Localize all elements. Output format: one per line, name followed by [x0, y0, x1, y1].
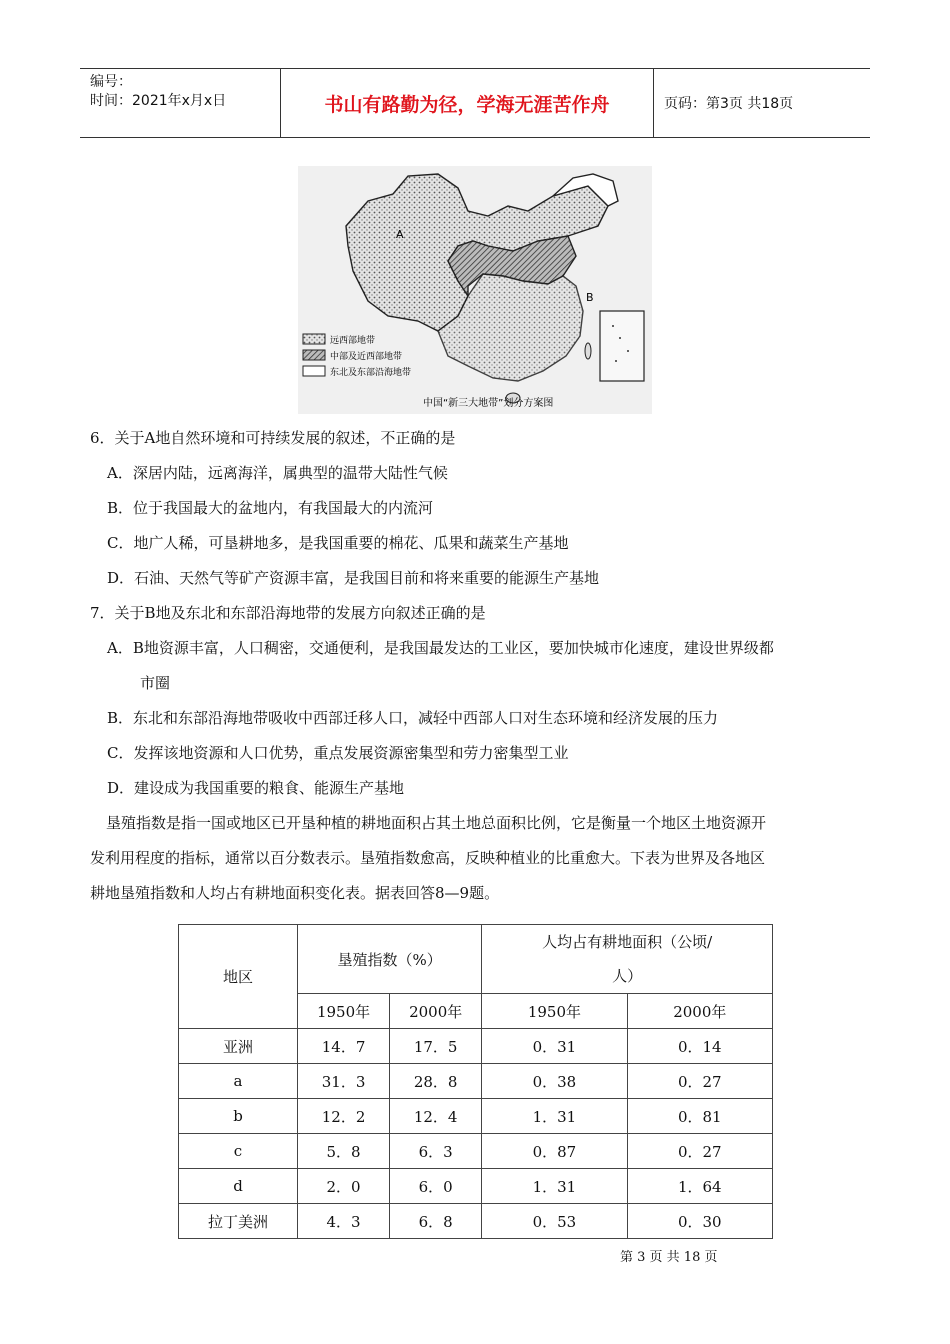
cell-value: 0．14: [627, 1029, 772, 1064]
q7-option-a: A．B地资源丰富，人口稠密，交通便利，是我国最发达的工业区，要加快城市化速度，建设世界级都: [107, 639, 774, 657]
cell-value: 1．31: [482, 1099, 627, 1134]
cell-value: 6．8: [390, 1204, 482, 1239]
th-area-line1: 人均占有耕地面积（公顷/: [542, 933, 713, 951]
th-area: [482, 925, 773, 994]
th-index: 垦殖指数（%）: [298, 925, 482, 994]
cell-value: 6．3: [390, 1134, 482, 1169]
questions-block: [90, 421, 865, 911]
table-row: [179, 1134, 773, 1169]
cell-value: 14．7: [298, 1029, 390, 1064]
cell-value: 28．8: [390, 1064, 482, 1099]
table-row: [179, 1204, 773, 1239]
reclamation-table: [178, 924, 773, 1239]
cell-region: a: [179, 1064, 298, 1099]
header-meta: [80, 69, 280, 137]
cell-value: 0．27: [627, 1134, 772, 1169]
q7-stem: 7．关于B地及东北和东部沿海地带的发展方向叙述正确的是: [90, 604, 486, 622]
legend-label-east: 东北及东部沿海地带: [330, 368, 412, 378]
china-map-figure: [298, 166, 652, 414]
cell-value: 1．64: [627, 1169, 772, 1204]
passage-line-1: 垦殖指数是指一国或地区已开垦种植的耕地面积占其土地总面积比例，它是衡量一个地区土地资源开: [106, 814, 767, 832]
header-motto: 书山有路勤为径，学海无涯苦作舟: [280, 69, 654, 137]
cell-value: 1．31: [482, 1169, 627, 1204]
map-label-a: A: [396, 228, 404, 241]
th-year: 1950年: [298, 994, 390, 1029]
legend-swatch-east: [303, 366, 325, 376]
th-area-line2: 人）: [612, 967, 643, 985]
q7-option-d: D．建设成为我国重要的粮食、能源生产基地: [107, 779, 405, 797]
q7-option-b: B．东北和东部沿海地带吸收中西部迁移人口，减轻中西部人口对生态环境和经济发展的压力: [107, 709, 719, 727]
cell-value: 0．81: [627, 1099, 772, 1134]
cell-value: 0．27: [627, 1064, 772, 1099]
q7-option-a-cont: 市圈: [140, 674, 171, 692]
cell-value: 12．4: [390, 1099, 482, 1134]
th-year: 2000年: [627, 994, 772, 1029]
th-year: 1950年: [482, 994, 627, 1029]
cell-region: d: [179, 1169, 298, 1204]
q7-option-c: C．发挥该地资源和人口优势，重点发展资源密集型和劳力密集型工业: [107, 744, 569, 762]
legend-label-central: 中部及近西部地带: [330, 352, 403, 362]
q6-stem: 6．关于A地自然环境和可持续发展的叙述，不正确的是: [90, 429, 456, 447]
q6-option-a: A．深居内陆，远离海洋，属典型的温带大陆性气候: [107, 464, 448, 482]
china-map-svg: [298, 166, 652, 414]
cell-value: 0．38: [482, 1064, 627, 1099]
cell-value: 0．30: [627, 1204, 772, 1239]
table-row: [179, 1029, 773, 1064]
cell-value: 6．0: [390, 1169, 482, 1204]
th-region: 地区: [179, 925, 298, 1029]
q6-option-c: C．地广人稀，可垦耕地多，是我国重要的棉花、瓜果和蔬菜生产基地: [107, 534, 569, 552]
q6-option-d: D．石油、天然气等矿产资源丰富，是我国目前和将来重要的能源生产基地: [107, 569, 600, 587]
cell-value: 12．2: [298, 1099, 390, 1134]
cell-value: 0．31: [482, 1029, 627, 1064]
serial-label: 编号：: [90, 74, 132, 90]
legend-swatch-west: [303, 334, 325, 344]
cell-value: 0．87: [482, 1134, 627, 1169]
passage-line-3: 耕地垦殖指数和人均占有耕地面积变化表。据表回答8—9题。: [90, 884, 500, 902]
legend-label-west: 远西部地带: [330, 336, 376, 346]
cell-value: 4．3: [298, 1204, 390, 1239]
q6-option-b: B．位于我国最大的盆地内，有我国最大的内流河: [107, 499, 434, 517]
table-row: [179, 1169, 773, 1204]
legend-swatch-central: [303, 350, 325, 360]
cell-value: 0．53: [482, 1204, 627, 1239]
table-row: [179, 1064, 773, 1099]
cell-region: 亚洲: [179, 1029, 298, 1064]
table-row: [179, 1099, 773, 1134]
th-year: 2000年: [390, 994, 482, 1029]
header-page-info: 页码：第3页 共18页: [664, 96, 794, 112]
cell-region: c: [179, 1134, 298, 1169]
page-header: [80, 68, 870, 138]
page-footer: 第 3 页 共 18 页: [620, 1250, 718, 1265]
taiwan-island: [585, 343, 591, 359]
cell-value: 2．0: [298, 1169, 390, 1204]
map-label-b: B: [586, 291, 594, 304]
cell-region: 拉丁美洲: [179, 1204, 298, 1239]
cell-value: 31．3: [298, 1064, 390, 1099]
passage-line-2: 发利用程度的指标，通常以百分数表示。垦殖指数愈高，反映种植业的比重愈大。下表为世界及各地区: [90, 849, 766, 867]
time-label: 时间：2021年x月x日: [90, 93, 227, 109]
cell-region: b: [179, 1099, 298, 1134]
cell-value: 5．8: [298, 1134, 390, 1169]
south-sea-inset: [600, 311, 644, 381]
cell-value: 17．5: [390, 1029, 482, 1064]
map-caption: 中国“新三大地带”划分方案图: [423, 398, 554, 409]
